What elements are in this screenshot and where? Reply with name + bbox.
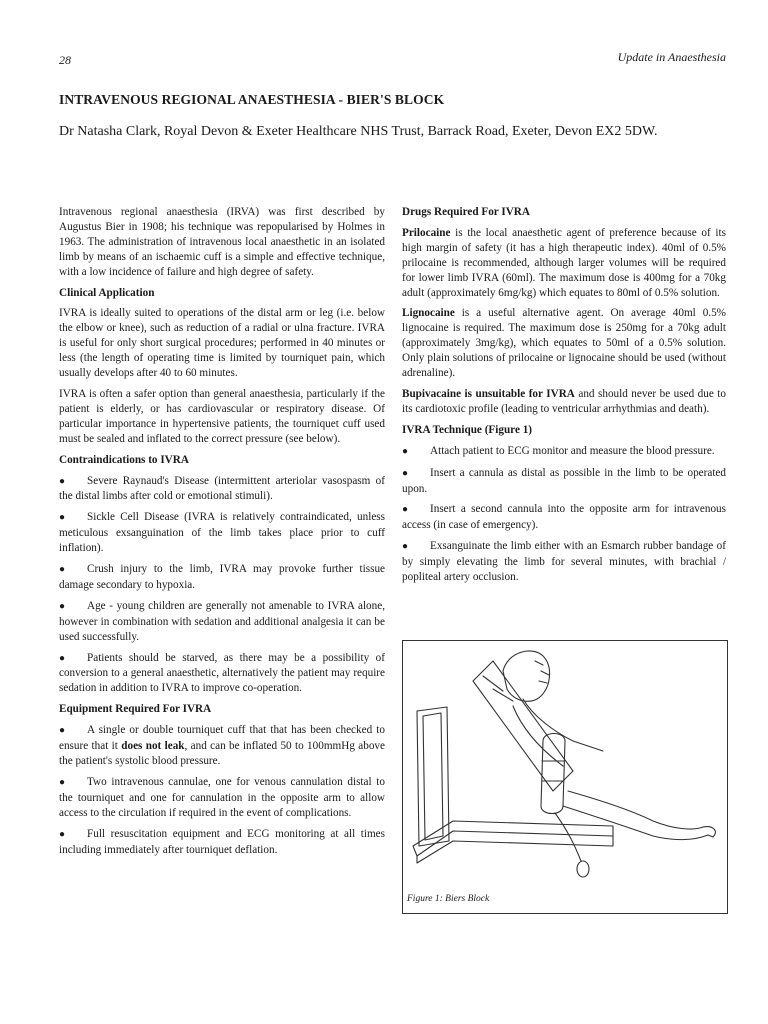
journal-name: Update in Anaesthesia — [617, 50, 726, 64]
technique-step: ● Attach patient to ECG monitor and measure the blood pressure. — [402, 444, 726, 460]
clinical-application-heading: Clinical Application — [59, 286, 155, 299]
patient-hand — [703, 827, 715, 837]
technique-step: ● Exsanguinate the limb either with an Esmarch rubber bandage of by simply elevating the limb for several minutes, with brachial / popliteal artery occlusion. — [402, 540, 726, 584]
contraindication-item: ● Severe Raynaud's Disease (intermittent arteriolar vasospasm of the distal limbs after cold or emotional stimuli). — [59, 474, 385, 503]
contraindication-item: ● Crush injury to the limb, IVRA may provoke further tissue damage secondary to hypoxia. — [59, 563, 385, 591]
right-column — [402, 205, 726, 591]
bullet-icon: ● — [402, 504, 409, 516]
prilocaine-paragraph: Prilocaine is the local anaesthetic agent of preference because of its high margin of safety (it has a high therapeutic index). 40ml of 0.5% prilocaine is recommended, although larger volumes will be required for lower limb IVRA (60ml). The maximum dose is 400mg for a 70kg adult (approximately 6mg/kg) which equates to 80ml of 0.5% solution. — [402, 226, 726, 299]
monitor-stand — [417, 707, 449, 846]
equipment-heading: Equipment Required For IVRA — [59, 703, 212, 716]
bullet-icon: ● — [402, 445, 409, 457]
patient-face-features — [535, 661, 549, 683]
patient-chest — [513, 706, 563, 766]
figure-caption: Figure 1: Biers Block — [407, 894, 490, 904]
figure-biers-block — [402, 640, 728, 914]
technique-heading: IVRA Technique (Figure 1) — [402, 423, 533, 436]
patient-shoulder — [523, 699, 603, 751]
equipment-item: ● A single or double tourniquet cuff that that has been checked to ensure that it does not leak, and can be inflated 50 to 100mmHg above the patient's systolic blood pressure. — [59, 724, 385, 767]
contraindication-item: ● Age - young children are generally not amenable to IVRA alone, however in combination with sedation and additional analgesia it can be used successfully. — [59, 599, 385, 643]
drugs-heading: Drugs Required For IVRA — [402, 206, 530, 218]
author-affiliation: Dr Natasha Clark, Royal Devon & Exeter Healthcare NHS Trust, Barrack Road, Exeter, Devon EX2 5DW. — [59, 124, 658, 139]
biers-block-illustration — [403, 641, 727, 891]
technique-step: ● Insert a second cannula into the opposite arm for intravenous access (in case of emergency). — [402, 503, 726, 532]
page-number: 28 — [59, 53, 71, 67]
bullet-icon: ● — [59, 512, 66, 524]
cuff-tube — [555, 813, 581, 861]
inflation-bulb — [577, 861, 589, 877]
bullet-icon: ● — [59, 652, 66, 664]
backrest-detail — [483, 676, 513, 701]
bullet-icon: ● — [59, 776, 66, 788]
bupivacaine-paragraph: Bupivacaine is unsuitable for IVRA and should never be used due to its cardiotoxic profile (leading to ventricular arrhythmias and death). — [402, 387, 727, 415]
contraindications-heading: Contraindications to IVRA — [59, 453, 189, 466]
bullet-icon: ● — [59, 600, 66, 612]
bullet-icon: ● — [59, 475, 66, 487]
article-title: INTRAVENOUS REGIONAL ANAESTHESIA - BIER'S BLOCK — [59, 92, 445, 107]
bullet-icon: ● — [402, 541, 409, 553]
intro-paragraph: Intravenous regional anaesthesia (IRVA) was first described by Augustus Bier in 1908; his technique was repopularised by Holmes in 1963. The administration of intravenous local anaesthetic in an isolated limb by means of an ischaemic cuff is a simple and effective technique, with a low incidence of failure and high degree of safety. — [59, 206, 385, 278]
bullet-icon: ● — [59, 564, 66, 576]
bullet-icon: ● — [59, 725, 66, 737]
bullet-icon: ● — [59, 828, 66, 840]
tourniquet-cuff — [541, 734, 565, 814]
patient-arm-upper — [568, 791, 703, 829]
patient-head — [503, 651, 550, 701]
contraindication-item: ● Patients should be starved, as there may be a possibility of conversion to a general anaesthetic, alternatively the patient may require sedation in addition to IVRA to improve co-operation. — [59, 651, 385, 695]
technique-step: ● Insert a cannula as distal as possible in the limb to be operated upon. — [402, 466, 726, 495]
monitor-panel — [423, 713, 443, 840]
bullet-icon: ● — [402, 467, 409, 479]
left-column — [59, 205, 385, 863]
clinical-paragraph-2: IVRA is often a safer option than general anaesthesia, particularly if the patient is elderly, or has cardiovascular or respiratory disease. Of particular importance in hypertensive patients, the tourniquet cuff used must be sealed and inflated to the correct pressure (see below). — [59, 387, 385, 445]
lignocaine-paragraph: Lignocaine is a useful alternative agent. On average 40ml 0.5% lignocaine is required. The maximum dose is 250mg for a 70kg adult (approximately 3mg/kg), which equates to 50ml of a 0.5% solution. Only plain solutions of prilocaine or lignocaine should be used (without adrenaline). — [402, 307, 726, 380]
table-edge — [417, 836, 613, 863]
clinical-paragraph-1: IVRA is ideally suited to operations of the distal arm or leg (i.e. below the elbow or knee), such as reduction of a radial or ulna fracture. IVRA is useful for only short surgical procedures; performed in 40 minutes or less (the length of operating time is limited by tourniquet pain, which usually develops after 40 to 60 minutes. — [59, 307, 385, 380]
equipment-item: ● Full resuscitation equipment and ECG monitoring at all times including immediately after tourniquet deflation. — [59, 827, 385, 856]
contraindication-item: ● Sickle Cell Disease (IVRA is relatively contraindicated, unless meticulous exsanguination of the limb takes place prior to cuff inflation). — [59, 511, 385, 555]
equipment-item: ● Two intravenous cannulae, one for venous cannulation distal to the tourniquet and one for cannulation in the opposite arm to allow access to the circulation if required in the event of complications. — [59, 775, 385, 819]
